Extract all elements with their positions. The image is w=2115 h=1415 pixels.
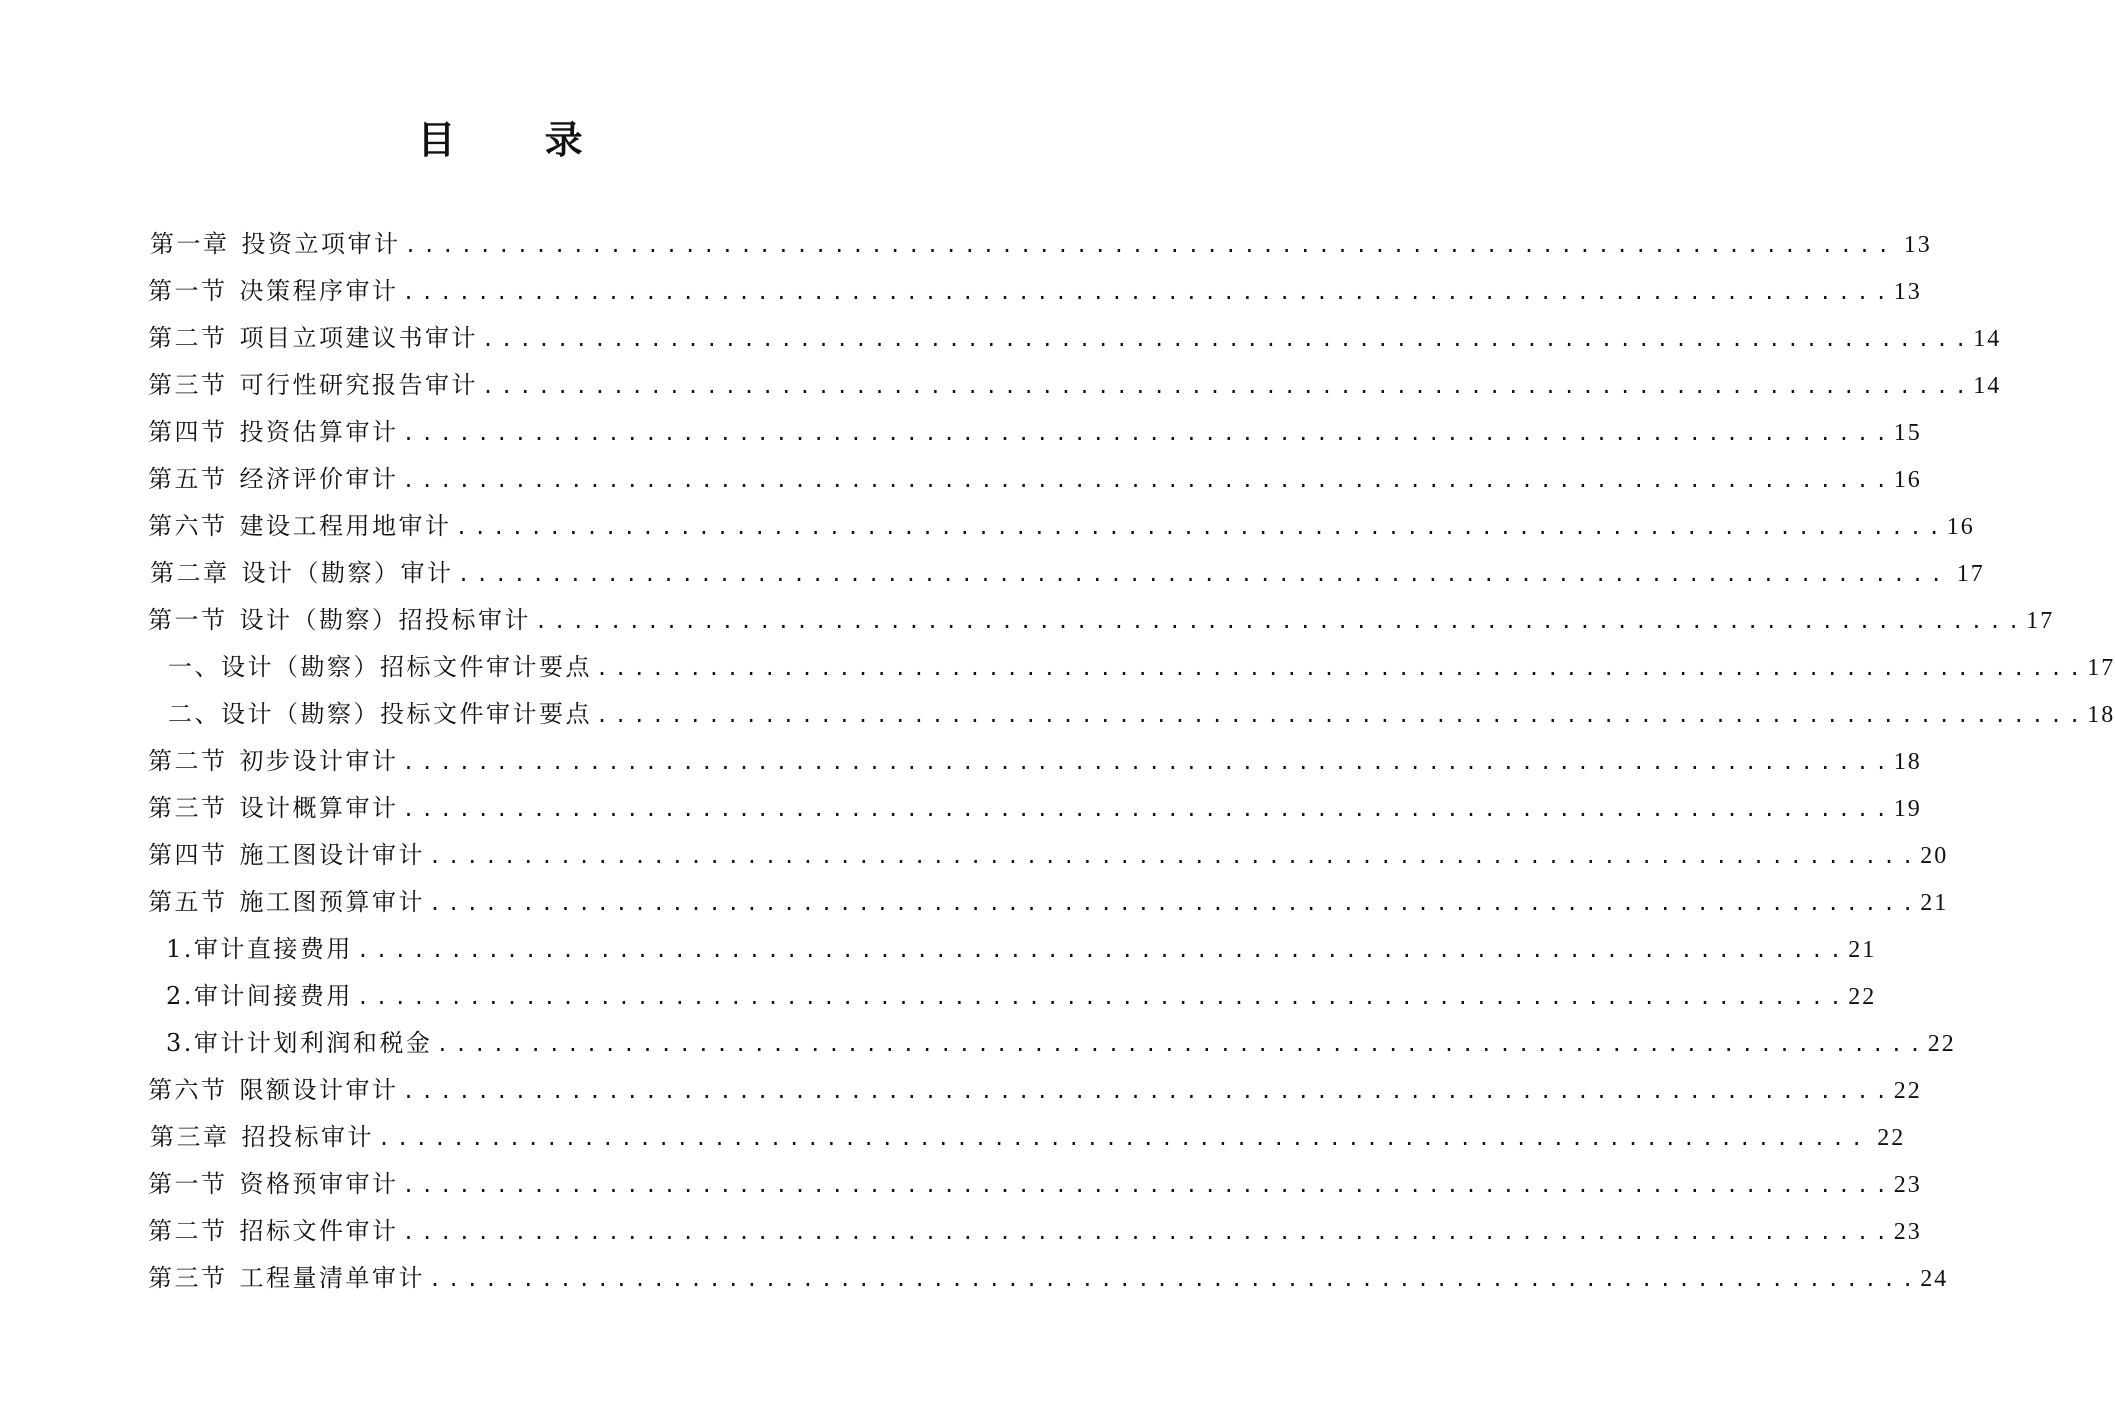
toc-page-number: 14	[1973, 373, 2002, 399]
toc-page-number: 19	[1893, 796, 1922, 822]
toc-page-number: 22	[1893, 1078, 1922, 1104]
toc-entry-number: 第一章	[150, 230, 230, 258]
toc-entry-number: 第二节	[148, 747, 228, 775]
toc-entry-title: 工程量清单审计	[239, 1264, 425, 1292]
toc-page-number: 21	[1848, 937, 1877, 963]
toc-entry-label	[150, 1114, 1869, 1162]
toc-entry-title: 初步设计审计	[239, 747, 399, 775]
toc-entry-title: 设计概算审计	[239, 794, 399, 822]
toc-entry[interactable]	[0, 1114, 1906, 1161]
toc-entry-label	[166, 1020, 1928, 1068]
toc-entry[interactable]	[0, 456, 1922, 503]
toc-page-number: 24	[1920, 1266, 1949, 1292]
toc-entry-label	[168, 644, 2087, 692]
toc-entry-title: 二、设计（勘察）投标文件审计要点	[168, 700, 592, 728]
toc-entry-number: 第六节	[148, 1076, 228, 1104]
page-title: 目 录	[417, 117, 621, 162]
toc-dot-leader: ................................................................................	[402, 280, 1894, 304]
toc-dot-leader: ................................................................................	[404, 233, 1896, 257]
toc-entry-number: 第四节	[148, 841, 228, 869]
toc-entry-label	[148, 738, 1894, 786]
toc-dot-leader: ................................................................................	[457, 562, 1949, 586]
toc-page-number: 15	[1893, 420, 1922, 446]
toc-entry-title: 投资估算审计	[239, 418, 399, 446]
toc-entry[interactable]	[0, 1255, 1949, 1302]
toc-entry-number: 第五节	[148, 888, 228, 916]
toc-dot-leader: ................................................................................	[402, 750, 1894, 774]
toc-entry[interactable]	[0, 1161, 1922, 1208]
toc-entry-title: 决策程序审计	[239, 277, 399, 305]
toc-entry-title: 可行性研究报告审计	[239, 371, 478, 399]
toc-entry-title: 项目立项建议书审计	[239, 324, 478, 352]
toc-entry-label	[150, 550, 1949, 598]
toc-page-number: 14	[1973, 326, 2002, 352]
toc-dot-leader: ................................................................................	[402, 1220, 1894, 1244]
toc-entry-title: 投资立项审计	[241, 230, 401, 258]
toc-page-number: 13	[1903, 232, 1932, 258]
toc-entry-title: 设计（勘察）招投标审计	[239, 606, 531, 634]
toc-entry-label	[148, 1161, 1894, 1209]
toc-page-number: 17	[1956, 561, 1985, 587]
toc-entry-title: 一、设计（勘察）招标文件审计要点	[168, 653, 592, 681]
toc-entry[interactable]	[0, 1067, 1922, 1114]
toc-dot-leader: ................................................................................	[596, 703, 2088, 727]
toc-entry-title: 资格预审审计	[239, 1170, 399, 1198]
toc-entry-title: 2.审计间接费用	[166, 982, 353, 1010]
toc-entry[interactable]	[0, 832, 1949, 879]
toc-entry-label	[148, 1208, 1894, 1256]
toc-page-number: 23	[1893, 1219, 1922, 1245]
toc-page-number: 21	[1920, 890, 1949, 916]
toc-entry[interactable]	[0, 503, 1975, 550]
toc-dot-leader: ................................................................................	[535, 609, 2027, 633]
toc-dot-leader: ................................................................................	[402, 1173, 1894, 1197]
toc-entry-number: 第三节	[148, 794, 228, 822]
toc-entry[interactable]	[0, 691, 2115, 738]
toc-dot-leader: ................................................................................	[378, 1126, 1870, 1150]
toc-page-number: 16	[1893, 467, 1922, 493]
toc-entry[interactable]	[0, 268, 1922, 315]
toc-dot-leader: ................................................................................	[402, 797, 1894, 821]
toc-entry[interactable]	[0, 221, 1932, 268]
toc-entry-title: 施工图设计审计	[239, 841, 425, 869]
toc-entry[interactable]	[0, 315, 2002, 362]
toc-page-number: 22	[1877, 1125, 1906, 1151]
toc-dot-leader: ................................................................................	[455, 515, 1947, 539]
toc-dot-leader: ................................................................................	[402, 1079, 1894, 1103]
toc-entry-label	[168, 691, 2087, 739]
toc-entry-label	[148, 879, 1920, 927]
toc-dot-leader: ................................................................................	[356, 938, 1849, 962]
toc-dot-leader: ................................................................................	[429, 1267, 1921, 1291]
toc-entry-number: 第一节	[148, 277, 228, 305]
toc-entry[interactable]	[0, 550, 1985, 597]
toc-entry-label	[148, 597, 2026, 645]
toc-dot-leader: ................................................................................	[436, 1032, 1928, 1056]
toc-dot-leader: ................................................................................	[482, 327, 1974, 351]
toc-entry-number: 第四节	[148, 418, 228, 446]
toc-entry-number: 第二节	[148, 324, 228, 352]
toc-entry-label	[148, 503, 1947, 551]
toc-entry-number: 第三章	[150, 1123, 230, 1151]
toc-dot-leader: ................................................................................	[429, 844, 1921, 868]
toc-entry-number: 第一节	[148, 606, 228, 634]
toc-entry-label	[148, 362, 1973, 410]
toc-dot-leader: ................................................................................	[596, 656, 2088, 680]
toc-entry-title: 建设工程用地审计	[239, 512, 452, 540]
toc-page-number: 20	[1920, 843, 1949, 869]
toc-dot-leader: ................................................................................	[482, 374, 1974, 398]
toc-page-number: 23	[1893, 1172, 1922, 1198]
toc-entry-label	[148, 832, 1920, 880]
toc-entry-label	[148, 409, 1894, 457]
toc-entry-title: 设计（勘察）审计	[241, 559, 454, 587]
toc-page-number: 16	[1946, 514, 1975, 540]
toc-entry-label	[148, 268, 1894, 316]
toc-entry-number: 第一节	[148, 1170, 228, 1198]
toc-dot-leader: ................................................................................	[356, 985, 1849, 1009]
toc-entry-title: 施工图预算审计	[239, 888, 425, 916]
toc-entry-number: 第六节	[148, 512, 228, 540]
toc-entry[interactable]	[0, 1020, 1956, 1067]
toc-entry[interactable]	[0, 926, 1877, 973]
toc-page-number: 22	[1927, 1031, 1956, 1057]
toc-dot-leader: ................................................................................	[402, 468, 1894, 492]
toc-entry-label	[148, 1067, 1894, 1115]
toc-entry-number: 第三节	[148, 371, 228, 399]
toc-entry-label	[166, 926, 1848, 974]
toc-entry-title: 3.审计计划利润和税金	[166, 1029, 433, 1057]
toc-entry-title: 招标文件审计	[239, 1217, 399, 1245]
toc-entry-number: 第五节	[148, 465, 228, 493]
toc-entry[interactable]	[0, 973, 1877, 1020]
toc-page-number: 17	[2026, 608, 2055, 634]
toc-entry-label	[166, 973, 1848, 1021]
toc-entry[interactable]	[0, 644, 2115, 691]
toc-entry[interactable]	[0, 1208, 1922, 1255]
toc-page-number: 13	[1893, 279, 1922, 305]
toc-page-number: 18	[2087, 702, 2115, 728]
toc-entry-label	[148, 315, 1973, 363]
toc-page-number: 22	[1848, 984, 1877, 1010]
toc-entry-label	[150, 221, 1896, 269]
table-of-contents	[0, 221, 2115, 1302]
toc-entry-number: 第二章	[150, 559, 230, 587]
toc-entry-label	[148, 1255, 1920, 1303]
toc-entry[interactable]	[0, 409, 1922, 456]
toc-entry-number: 第三节	[148, 1264, 228, 1292]
toc-entry-title: 限额设计审计	[239, 1076, 399, 1104]
toc-entry-label	[148, 785, 1894, 833]
toc-dot-leader: ................................................................................	[429, 891, 1921, 915]
toc-entry[interactable]	[0, 362, 2002, 409]
toc-entry-title: 1.审计直接费用	[166, 935, 353, 963]
toc-page-number: 18	[1893, 749, 1922, 775]
toc-page-number: 17	[2087, 655, 2115, 681]
toc-entry-title: 经济评价审计	[239, 465, 399, 493]
toc-entry-title: 招投标审计	[241, 1123, 374, 1151]
toc-entry[interactable]	[0, 879, 1949, 926]
toc-entry-label	[148, 456, 1894, 504]
toc-dot-leader: ................................................................................	[402, 421, 1894, 445]
toc-entry-number: 第二节	[148, 1217, 228, 1245]
toc-entry[interactable]	[0, 785, 1922, 832]
toc-entry[interactable]	[0, 738, 1922, 785]
toc-entry[interactable]	[0, 597, 2055, 644]
